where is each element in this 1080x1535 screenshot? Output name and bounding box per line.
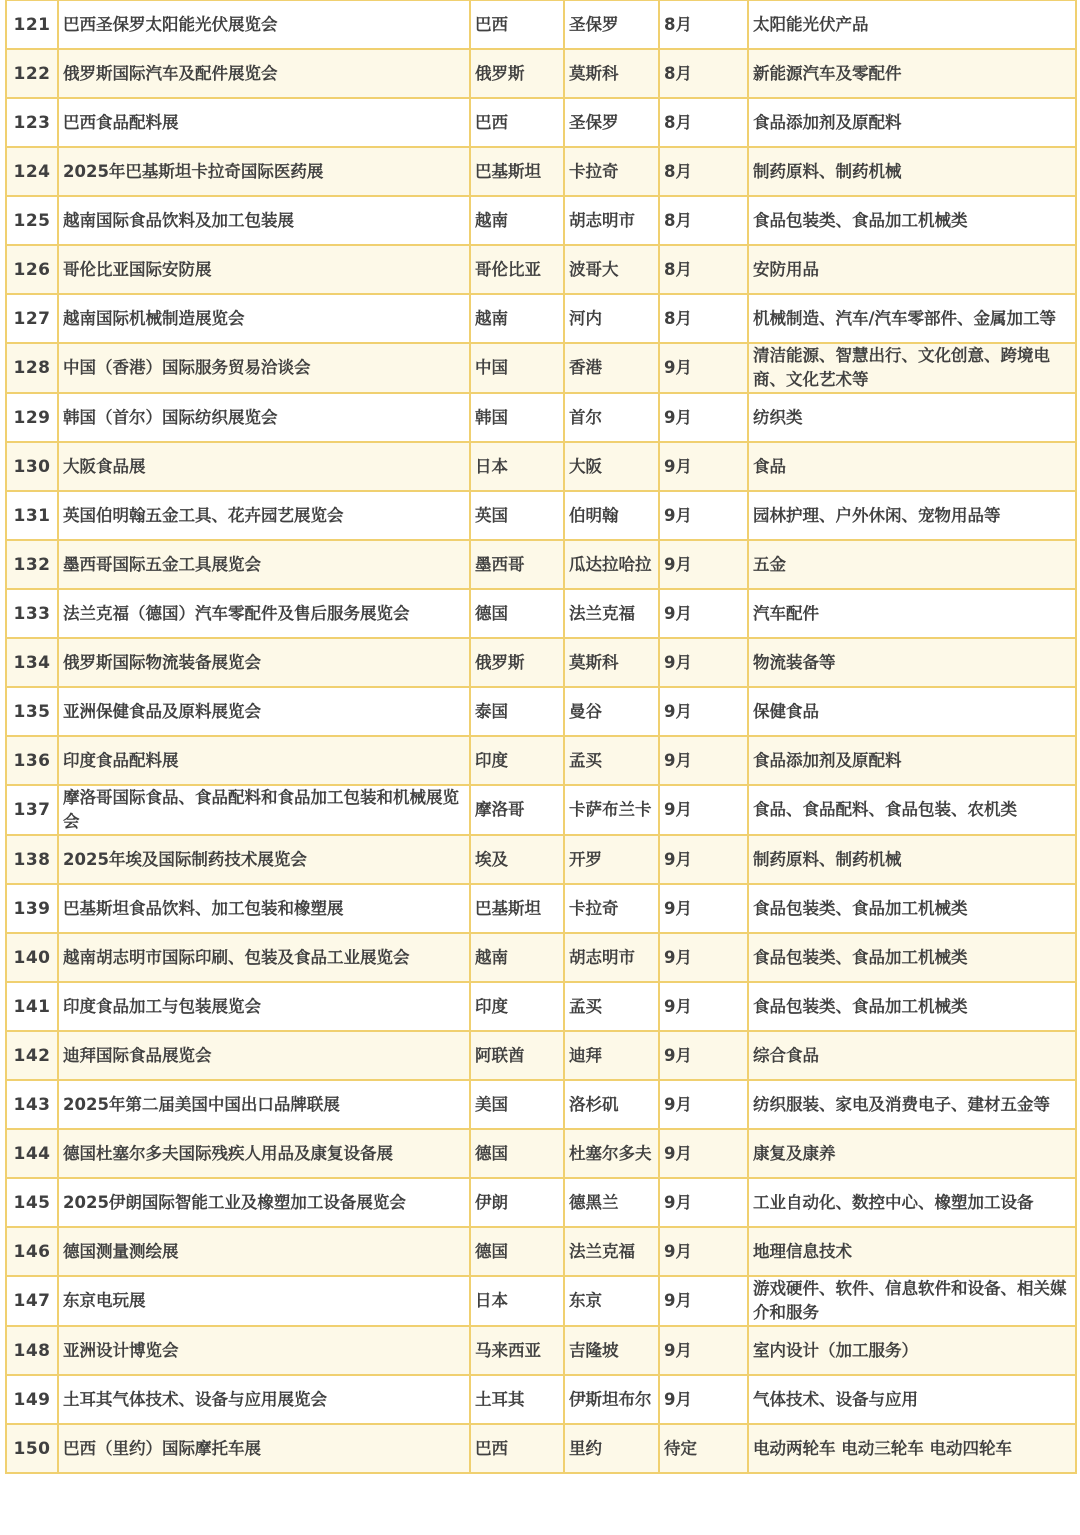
country-cell: 土耳其 xyxy=(470,1375,564,1424)
exhibition-name: 巴西（里约）国际摩托车展 xyxy=(58,1424,470,1473)
row-number: 129 xyxy=(6,393,58,442)
row-number: 143 xyxy=(6,1080,58,1129)
country-cell: 日本 xyxy=(470,1276,564,1326)
table-row xyxy=(6,1,1076,50)
city-cell: 莫斯科 xyxy=(564,638,659,687)
city-cell: 伊斯坦布尔 xyxy=(564,1375,659,1424)
category-cell: 综合食品 xyxy=(748,1031,1076,1080)
row-number: 146 xyxy=(6,1227,58,1276)
exhibition-name: 巴西圣保罗太阳能光伏展览会 xyxy=(58,1,470,50)
exhibition-table-wrapper xyxy=(5,0,1075,1474)
table-row xyxy=(6,1031,1076,1080)
exhibition-name: 巴西食品配料展 xyxy=(58,98,470,147)
month-cell: 9月 xyxy=(659,1375,748,1424)
exhibition-name: 越南国际食品饮料及加工包装展 xyxy=(58,196,470,245)
table-row xyxy=(6,1129,1076,1178)
table-row xyxy=(6,294,1076,343)
month-cell: 8月 xyxy=(659,1,748,50)
country-cell: 美国 xyxy=(470,1080,564,1129)
row-number: 133 xyxy=(6,589,58,638)
row-number: 134 xyxy=(6,638,58,687)
country-cell: 印度 xyxy=(470,736,564,785)
category-cell: 清洁能源、智慧出行、文化创意、跨境电商、文化艺术等 xyxy=(748,343,1076,393)
city-cell: 东京 xyxy=(564,1276,659,1326)
table-row xyxy=(6,736,1076,785)
exhibition-name: 东京电玩展 xyxy=(58,1276,470,1326)
table-row xyxy=(6,540,1076,589)
month-cell: 9月 xyxy=(659,884,748,933)
month-cell: 9月 xyxy=(659,442,748,491)
category-cell: 食品 xyxy=(748,442,1076,491)
row-number: 130 xyxy=(6,442,58,491)
exhibition-name: 中国（香港）国际服务贸易洽谈会 xyxy=(58,343,470,393)
month-cell: 9月 xyxy=(659,785,748,835)
exhibition-name: 大阪食品展 xyxy=(58,442,470,491)
country-cell: 巴基斯坦 xyxy=(470,884,564,933)
month-cell: 8月 xyxy=(659,147,748,196)
country-cell: 中国 xyxy=(470,343,564,393)
city-cell: 孟买 xyxy=(564,736,659,785)
exhibition-name: 俄罗斯国际汽车及配件展览会 xyxy=(58,49,470,98)
table-row xyxy=(6,343,1076,393)
month-cell: 9月 xyxy=(659,540,748,589)
row-number: 122 xyxy=(6,49,58,98)
row-number: 145 xyxy=(6,1178,58,1227)
table-row xyxy=(6,835,1076,884)
city-cell: 圣保罗 xyxy=(564,1,659,50)
table-row xyxy=(6,1227,1076,1276)
table-row xyxy=(6,1424,1076,1473)
city-cell: 德黑兰 xyxy=(564,1178,659,1227)
month-cell: 待定 xyxy=(659,1424,748,1473)
category-cell: 制药原料、制药机械 xyxy=(748,835,1076,884)
country-cell: 日本 xyxy=(470,442,564,491)
exhibition-name: 2025伊朗国际智能工业及橡塑加工设备展览会 xyxy=(58,1178,470,1227)
country-cell: 哥伦比亚 xyxy=(470,245,564,294)
exhibition-name: 越南国际机械制造展览会 xyxy=(58,294,470,343)
table-row xyxy=(6,1326,1076,1375)
city-cell: 河内 xyxy=(564,294,659,343)
row-number: 141 xyxy=(6,982,58,1031)
row-number: 148 xyxy=(6,1326,58,1375)
category-cell: 纺织类 xyxy=(748,393,1076,442)
country-cell: 越南 xyxy=(470,196,564,245)
month-cell: 8月 xyxy=(659,49,748,98)
row-number: 147 xyxy=(6,1276,58,1326)
table-row xyxy=(6,1080,1076,1129)
table-row xyxy=(6,982,1076,1031)
month-cell: 8月 xyxy=(659,245,748,294)
city-cell: 卡拉奇 xyxy=(564,147,659,196)
row-number: 128 xyxy=(6,343,58,393)
category-cell: 电动两轮车 电动三轮车 电动四轮车 xyxy=(748,1424,1076,1473)
category-cell: 新能源汽车及零配件 xyxy=(748,49,1076,98)
exhibition-name: 德国测量测绘展 xyxy=(58,1227,470,1276)
row-number: 138 xyxy=(6,835,58,884)
city-cell: 里约 xyxy=(564,1424,659,1473)
country-cell: 埃及 xyxy=(470,835,564,884)
country-cell: 摩洛哥 xyxy=(470,785,564,835)
month-cell: 9月 xyxy=(659,343,748,393)
country-cell: 马来西亚 xyxy=(470,1326,564,1375)
table-row xyxy=(6,1276,1076,1326)
table-row xyxy=(6,933,1076,982)
exhibition-name: 土耳其气体技术、设备与应用展览会 xyxy=(58,1375,470,1424)
country-cell: 巴西 xyxy=(470,1424,564,1473)
table-row xyxy=(6,638,1076,687)
exhibition-name: 英国伯明翰五金工具、花卉园艺展览会 xyxy=(58,491,470,540)
table-row xyxy=(6,147,1076,196)
exhibition-name: 亚洲设计博览会 xyxy=(58,1326,470,1375)
country-cell: 越南 xyxy=(470,933,564,982)
month-cell: 8月 xyxy=(659,294,748,343)
row-number: 121 xyxy=(6,1,58,50)
country-cell: 泰国 xyxy=(470,687,564,736)
city-cell: 瓜达拉哈拉 xyxy=(564,540,659,589)
city-cell: 杜塞尔多夫 xyxy=(564,1129,659,1178)
month-cell: 9月 xyxy=(659,835,748,884)
month-cell: 9月 xyxy=(659,1178,748,1227)
month-cell: 9月 xyxy=(659,1080,748,1129)
city-cell: 孟买 xyxy=(564,982,659,1031)
table-row xyxy=(6,687,1076,736)
category-cell: 食品添加剂及原配料 xyxy=(748,736,1076,785)
city-cell: 法兰克福 xyxy=(564,1227,659,1276)
country-cell: 德国 xyxy=(470,589,564,638)
row-number: 140 xyxy=(6,933,58,982)
country-cell: 俄罗斯 xyxy=(470,49,564,98)
country-cell: 英国 xyxy=(470,491,564,540)
category-cell: 保健食品 xyxy=(748,687,1076,736)
row-number: 124 xyxy=(6,147,58,196)
category-cell: 食品、食品配料、食品包装、农机类 xyxy=(748,785,1076,835)
table-row xyxy=(6,1375,1076,1424)
country-cell: 墨西哥 xyxy=(470,540,564,589)
country-cell: 印度 xyxy=(470,982,564,1031)
city-cell: 迪拜 xyxy=(564,1031,659,1080)
exhibition-name: 2025年第二届美国中国出口品牌联展 xyxy=(58,1080,470,1129)
country-cell: 巴基斯坦 xyxy=(470,147,564,196)
exhibition-name: 2025年埃及国际制药技术展览会 xyxy=(58,835,470,884)
exhibition-name: 巴基斯坦食品饮料、加工包装和橡塑展 xyxy=(58,884,470,933)
city-cell: 香港 xyxy=(564,343,659,393)
city-cell: 吉隆坡 xyxy=(564,1326,659,1375)
exhibition-name: 迪拜国际食品展览会 xyxy=(58,1031,470,1080)
category-cell: 工业自动化、数控中心、橡塑加工设备 xyxy=(748,1178,1076,1227)
country-cell: 巴西 xyxy=(470,98,564,147)
category-cell: 太阳能光伏产品 xyxy=(748,1,1076,50)
country-cell: 俄罗斯 xyxy=(470,638,564,687)
category-cell: 地理信息技术 xyxy=(748,1227,1076,1276)
exhibition-name: 墨西哥国际五金工具展览会 xyxy=(58,540,470,589)
city-cell: 首尔 xyxy=(564,393,659,442)
category-cell: 食品包装类、食品加工机械类 xyxy=(748,884,1076,933)
row-number: 135 xyxy=(6,687,58,736)
category-cell: 园林护理、户外休闲、宠物用品等 xyxy=(748,491,1076,540)
category-cell: 食品包装类、食品加工机械类 xyxy=(748,982,1076,1031)
exhibition-name: 印度食品配料展 xyxy=(58,736,470,785)
exhibition-name: 韩国（首尔）国际纺织展览会 xyxy=(58,393,470,442)
category-cell: 五金 xyxy=(748,540,1076,589)
month-cell: 8月 xyxy=(659,196,748,245)
row-number: 142 xyxy=(6,1031,58,1080)
row-number: 125 xyxy=(6,196,58,245)
city-cell: 曼谷 xyxy=(564,687,659,736)
exhibition-name: 摩洛哥国际食品、食品配料和食品加工包装和机械展览会 xyxy=(58,785,470,835)
country-cell: 德国 xyxy=(470,1227,564,1276)
month-cell: 9月 xyxy=(659,1276,748,1326)
category-cell: 制药原料、制药机械 xyxy=(748,147,1076,196)
table-row xyxy=(6,589,1076,638)
row-number: 126 xyxy=(6,245,58,294)
country-cell: 韩国 xyxy=(470,393,564,442)
table-row xyxy=(6,196,1076,245)
month-cell: 9月 xyxy=(659,1129,748,1178)
category-cell: 安防用品 xyxy=(748,245,1076,294)
exhibition-name: 亚洲保健食品及原料展览会 xyxy=(58,687,470,736)
exhibition-name: 俄罗斯国际物流装备展览会 xyxy=(58,638,470,687)
city-cell: 卡拉奇 xyxy=(564,884,659,933)
category-cell: 机械制造、汽车/汽车零部件、金属加工等 xyxy=(748,294,1076,343)
row-number: 139 xyxy=(6,884,58,933)
category-cell: 纺织服装、家电及消费电子、建材五金等 xyxy=(748,1080,1076,1129)
category-cell: 食品包装类、食品加工机械类 xyxy=(748,196,1076,245)
table-row xyxy=(6,49,1076,98)
month-cell: 9月 xyxy=(659,982,748,1031)
month-cell: 9月 xyxy=(659,933,748,982)
table-row xyxy=(6,442,1076,491)
row-number: 137 xyxy=(6,785,58,835)
month-cell: 9月 xyxy=(659,1326,748,1375)
city-cell: 胡志明市 xyxy=(564,196,659,245)
category-cell: 汽车配件 xyxy=(748,589,1076,638)
table-row xyxy=(6,884,1076,933)
country-cell: 越南 xyxy=(470,294,564,343)
country-cell: 伊朗 xyxy=(470,1178,564,1227)
category-cell: 康复及康养 xyxy=(748,1129,1076,1178)
exhibition-name: 印度食品加工与包装展览会 xyxy=(58,982,470,1031)
row-number: 123 xyxy=(6,98,58,147)
month-cell: 9月 xyxy=(659,736,748,785)
exhibition-table xyxy=(5,0,1077,1474)
month-cell: 9月 xyxy=(659,491,748,540)
row-number: 127 xyxy=(6,294,58,343)
row-number: 150 xyxy=(6,1424,58,1473)
city-cell: 波哥大 xyxy=(564,245,659,294)
city-cell: 莫斯科 xyxy=(564,49,659,98)
city-cell: 圣保罗 xyxy=(564,98,659,147)
country-cell: 巴西 xyxy=(470,1,564,50)
month-cell: 9月 xyxy=(659,687,748,736)
exhibition-name: 德国杜塞尔多夫国际残疾人用品及康复设备展 xyxy=(58,1129,470,1178)
table-row xyxy=(6,785,1076,835)
row-number: 132 xyxy=(6,540,58,589)
exhibition-name: 哥伦比亚国际安防展 xyxy=(58,245,470,294)
exhibition-name: 越南胡志明市国际印刷、包装及食品工业展览会 xyxy=(58,933,470,982)
city-cell: 洛杉矶 xyxy=(564,1080,659,1129)
city-cell: 开罗 xyxy=(564,835,659,884)
category-cell: 食品添加剂及原配料 xyxy=(748,98,1076,147)
row-number: 149 xyxy=(6,1375,58,1424)
country-cell: 阿联酋 xyxy=(470,1031,564,1080)
month-cell: 8月 xyxy=(659,98,748,147)
month-cell: 9月 xyxy=(659,393,748,442)
city-cell: 大阪 xyxy=(564,442,659,491)
exhibition-rows xyxy=(6,1,1076,1474)
category-cell: 物流装备等 xyxy=(748,638,1076,687)
month-cell: 9月 xyxy=(659,638,748,687)
category-cell: 游戏硬件、软件、信息软件和设备、相关媒介和服务 xyxy=(748,1276,1076,1326)
table-row xyxy=(6,245,1076,294)
month-cell: 9月 xyxy=(659,1031,748,1080)
exhibition-name: 法兰克福（德国）汽车零配件及售后服务展览会 xyxy=(58,589,470,638)
city-cell: 卡萨布兰卡 xyxy=(564,785,659,835)
exhibition-name: 2025年巴基斯坦卡拉奇国际医药展 xyxy=(58,147,470,196)
country-cell: 德国 xyxy=(470,1129,564,1178)
category-cell: 室内设计（加工服务） xyxy=(748,1326,1076,1375)
table-row xyxy=(6,1178,1076,1227)
row-number: 131 xyxy=(6,491,58,540)
city-cell: 伯明翰 xyxy=(564,491,659,540)
table-row xyxy=(6,491,1076,540)
month-cell: 9月 xyxy=(659,1227,748,1276)
row-number: 136 xyxy=(6,736,58,785)
month-cell: 9月 xyxy=(659,589,748,638)
table-row xyxy=(6,393,1076,442)
category-cell: 气体技术、设备与应用 xyxy=(748,1375,1076,1424)
table-row xyxy=(6,98,1076,147)
category-cell: 食品包装类、食品加工机械类 xyxy=(748,933,1076,982)
city-cell: 胡志明市 xyxy=(564,933,659,982)
row-number: 144 xyxy=(6,1129,58,1178)
city-cell: 法兰克福 xyxy=(564,589,659,638)
